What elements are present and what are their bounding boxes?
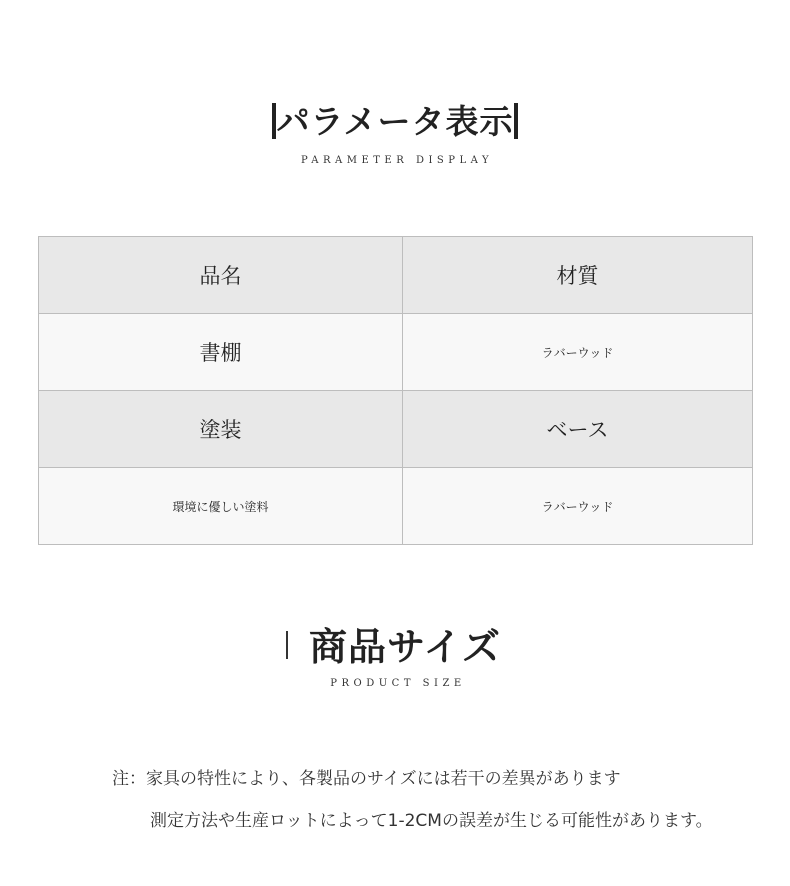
size-note-line-2: 測定方法や生産ロットによって1-2CMの誤差が生じる可能性があります。 xyxy=(150,811,713,831)
parameter-section-title xyxy=(0,100,790,144)
table-row xyxy=(39,391,753,468)
spec-value-product-name: 書棚 xyxy=(39,314,403,391)
spec-label-product-name: 品名 xyxy=(39,237,403,314)
spec-value-material: ラバーウッド xyxy=(403,314,753,391)
size-note-line-1: 注：家具の特性により、各製品のサイズには若干の差異があります xyxy=(112,769,621,789)
parameter-section-header xyxy=(0,100,790,168)
table-row xyxy=(39,468,753,545)
size-section-header xyxy=(0,625,790,691)
spec-table xyxy=(38,236,753,545)
table-row xyxy=(39,237,753,314)
size-section-title: 商品サイズ xyxy=(309,625,501,669)
title-left-bar xyxy=(286,631,288,659)
spec-label-base: ベース xyxy=(403,391,753,468)
size-section-subtitle: PRODUCT SIZE xyxy=(330,678,466,689)
title-right-bar xyxy=(514,103,518,139)
spec-label-coating: 塗装 xyxy=(39,391,403,468)
spec-value-base: ラバーウッド xyxy=(403,468,753,545)
spec-label-material: 材質 xyxy=(403,237,753,314)
spec-value-coating: 環境に優しい塗料 xyxy=(39,468,403,545)
parameter-section-subtitle: PARAMETER DISPLAY xyxy=(300,155,494,166)
table-row xyxy=(39,314,753,391)
parameter-title-text: パラメータ表示 xyxy=(276,102,514,141)
title-left-bar xyxy=(272,103,276,139)
